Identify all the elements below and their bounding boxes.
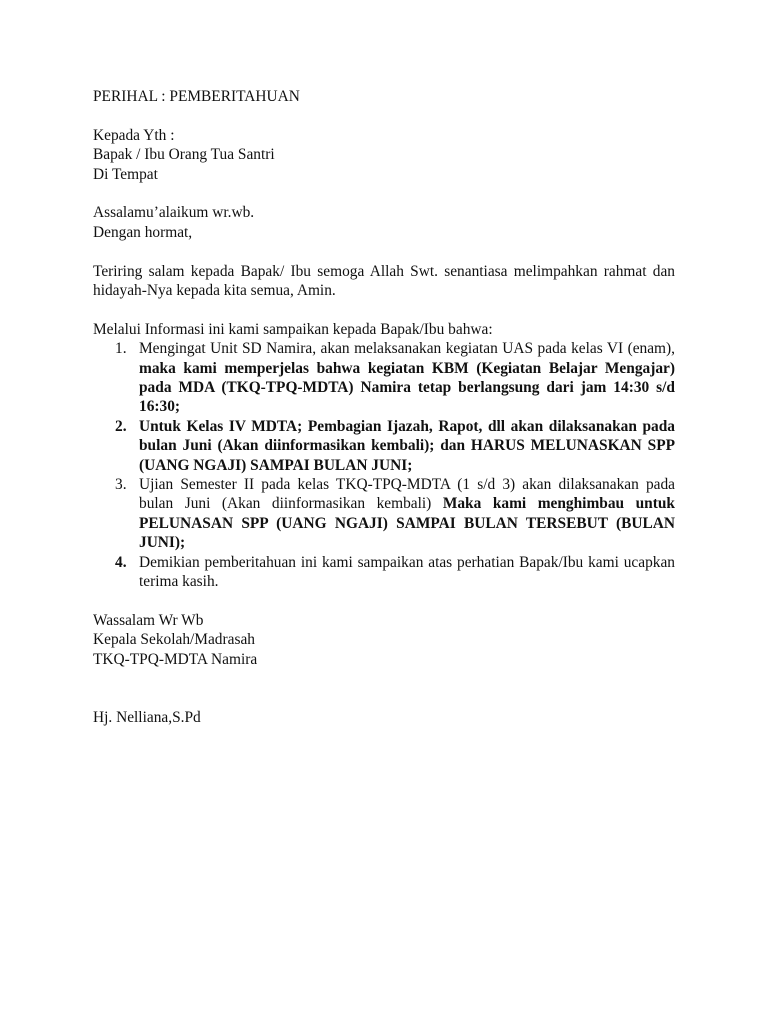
list-item-text: Mengingat Unit SD Namira, akan melaksanakan kegiatan UAS pada kelas VI (enam), — [139, 340, 675, 358]
list-item-number: 3. — [115, 476, 127, 494]
list-item — [93, 553, 675, 592]
list-item-number: 2. — [115, 417, 127, 435]
closing-block — [93, 611, 675, 669]
spacer — [93, 300, 675, 319]
closing-line-3: TKQ-TPQ-MDTA Namira — [93, 650, 258, 668]
closing-line-1: Wassalam Wr Wb — [93, 611, 204, 629]
greeting-line-1: Assalamu’alaikum wr.wb. — [93, 204, 255, 222]
recipient-line-3: Di Tempat — [93, 165, 158, 183]
list-item-text: Demikian pemberitahuan ini kami sampaikan atas perhatian Bapak/Ibu kami ucapkan terima kasih. — [139, 553, 675, 591]
spacer — [93, 242, 675, 261]
list-item — [93, 417, 675, 475]
greeting-block — [93, 203, 675, 242]
recipient-block — [93, 126, 675, 184]
list-item-number: 4. — [115, 553, 127, 571]
letter-page — [93, 87, 675, 727]
recipient-line-1: Kepada Yth : — [93, 126, 175, 144]
recipient-line-2: Bapak / Ibu Orang Tua Santri — [93, 146, 275, 164]
list-item-number: 1. — [115, 340, 127, 358]
list-item-bold-text: Maka kami menghimbau untuk PELUNASAN SPP (UANG NGAJI) SAMPAI BULAN TERSEBUT (BULAN JUNI); — [139, 495, 675, 552]
notice-list — [93, 339, 675, 591]
list-item — [93, 475, 675, 553]
spacer — [93, 592, 675, 611]
list-item-bold-text: Untuk Kelas IV MDTA; Pembagian Ijazah, Rapot, dll akan dilaksanakan pada bulan Juni (Akan diinformasikan kembali); dan HARUS MELUNASKAN SPP (UANG NGAJI) SAMPAI BULAN JUNI; — [139, 417, 675, 474]
spacer — [93, 184, 675, 203]
closing-line-2: Kepala Sekolah/Madrasah — [93, 631, 255, 649]
signature-space — [93, 669, 675, 708]
signatory-name: Hj. Nelliana,S.Pd — [93, 708, 201, 726]
list-item — [93, 339, 675, 417]
letter-subject: PERIHAL : PEMBERITAHUAN — [93, 88, 300, 105]
list-item-bold-text: maka kami memperjelas bahwa kegiatan KBM (Kegiatan Belajar Mengajar) pada MDA (TKQ-TPQ-MDTA) Namira tetap berlangsung dari jam 14:30 s/d 16:30; — [139, 359, 675, 416]
spacer — [93, 106, 675, 125]
opening-paragraph: Teriring salam kepada Bapak/ Ibu semoga Allah Swt. senantiasa melimpahkan rahmat dan hidayah-Nya kepada kita semua, Amin. — [93, 262, 675, 300]
greeting-line-2: Dengan hormat, — [93, 223, 193, 241]
intro-paragraph: Melalui Informasi ini kami sampaikan kepada Bapak/Ibu bahwa: — [93, 320, 493, 338]
list-item-text: Ujian Semester II pada kelas TKQ-TPQ-MDTA (1 s/d 3) akan dilaksanakan pada bulan Juni (Akan diinformasikan kembali) — [139, 476, 675, 513]
